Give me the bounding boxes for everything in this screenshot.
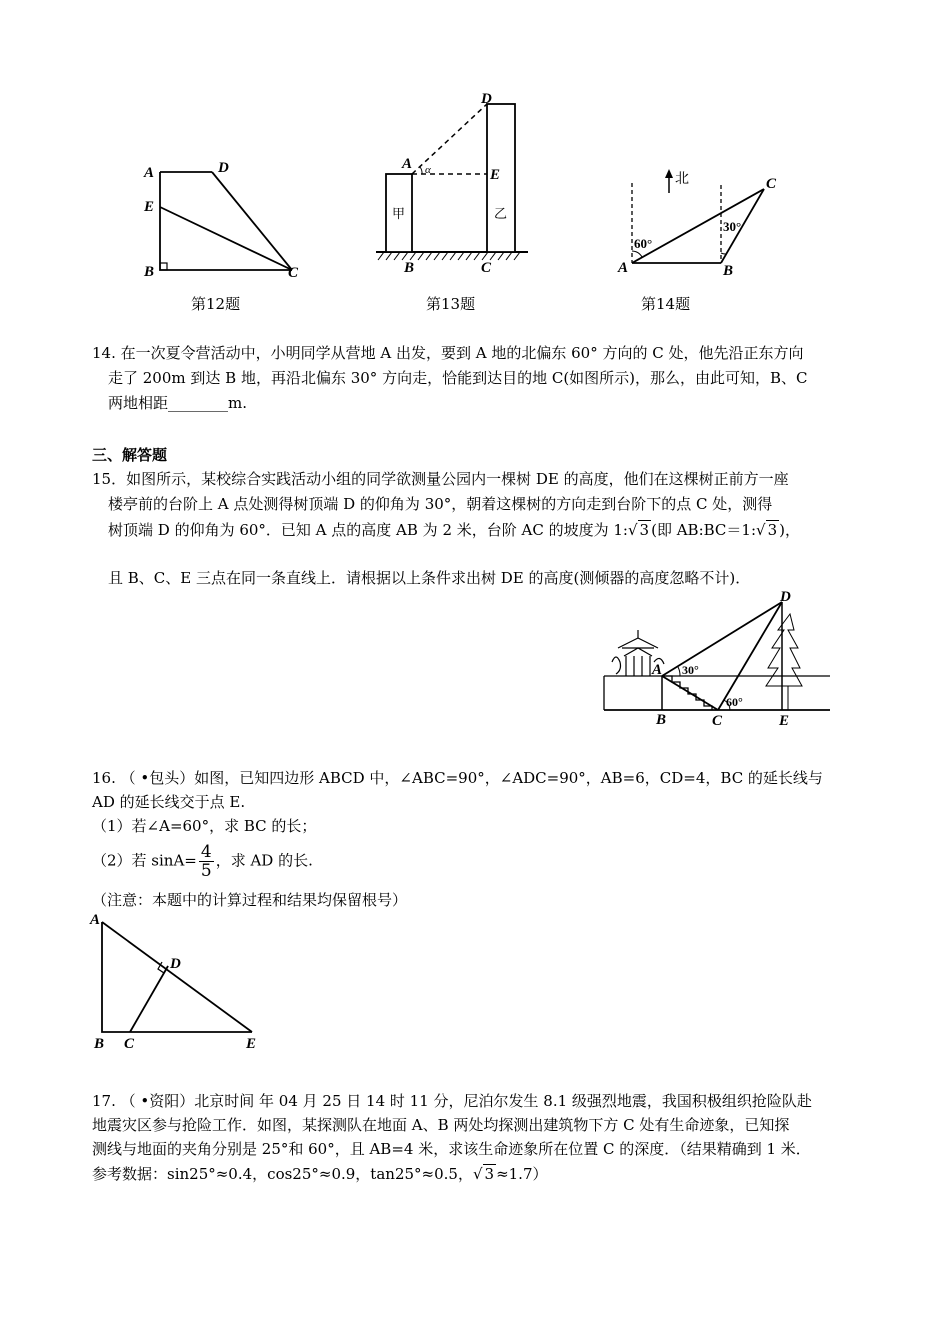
label-30deg: 30° [723, 219, 742, 234]
label-A: A [618, 260, 629, 276]
label-30deg: 30° [682, 663, 699, 677]
q14-line3: 两地相距________m. [108, 394, 247, 412]
section-title: 三、解答题 [92, 446, 168, 464]
label-E: E [246, 1036, 257, 1052]
sqrt-3: √ 3 [627, 521, 650, 539]
q15-line1: 15．如图所示，某校综合实践活动小组的同学欲测量公园内一棵树 DE 的高度，他们在这棵树正前方一座 [92, 470, 789, 488]
figure-16 [86, 908, 266, 1052]
label-A: A [144, 165, 155, 181]
q14-line2: 走了 200m 到达 B 地，再沿北偏东 30° 方向走，恰能到达目的地 C(如图所示)，那么，由此可知，B、C [108, 369, 808, 387]
q16-part1: （1）若∠A=60°，求 BC 的长； [92, 817, 317, 835]
label-A: A [90, 912, 101, 928]
label-D: D [218, 160, 229, 176]
label-C: C [288, 265, 299, 281]
figure-12-caption: 第12题 [191, 295, 241, 313]
figure-14 [612, 165, 792, 280]
tree-icon [766, 614, 802, 710]
q14-line1: 14. 在一次夏令营活动中，小明同学从营地 A 出发，要到 A 地的北偏东 60° 方向的 C 处，他先沿正东方向 [92, 344, 804, 362]
fraction-4-5: $\frac{4}{5}$ [200, 842, 212, 881]
label-E: E [490, 167, 501, 183]
q15-line4: 且 B、C、E 三点在同一条直线上．请根据以上条件求出树 DE 的高度(测倾器的高度忽略不计)． [108, 569, 751, 587]
label-B: B [144, 264, 155, 280]
label-B: B [404, 260, 415, 276]
label-E: E [779, 713, 790, 728]
figure-14-caption: 第14题 [641, 295, 691, 313]
label-jia: 甲 [392, 207, 406, 222]
label-C: C [124, 1036, 135, 1052]
sqrt-3: √ 3 [756, 521, 778, 539]
label-alpha: α [425, 164, 431, 176]
label-A: A [652, 662, 663, 678]
label-C: C [481, 260, 492, 276]
label-C: C [712, 713, 723, 728]
label-yi: 乙 [494, 207, 508, 222]
figure-13 [372, 88, 532, 278]
label-D: D [780, 590, 791, 605]
label-E: E [144, 199, 155, 215]
q16-note: （注意：本题中的计算过程和结果均保留根号） [92, 891, 408, 909]
figure-15 [598, 590, 833, 728]
q17-line3: 测线与地面的夹角分别是 25°和 60°，且 AB=4 米，求该生命迹象所在位置 C 的深度．（结果精确到 1 米． [92, 1140, 811, 1158]
label-B: B [656, 712, 667, 728]
label-C: C [766, 176, 777, 192]
q15-line2: 楼亭前的台阶上 A 点处测得树顶端 D 的仰角为 30°，朝着这棵树的方向走到台阶下的点 C 处，测得 [108, 495, 773, 513]
q17-line2: 地震灾区参与抢险工作．如图，某探测队在地面 A、B 两处均探测出建筑物下方 C 处有生命迹象，已知探 [92, 1116, 790, 1134]
label-D: D [170, 956, 181, 972]
q15-line3: 树顶端 D 的仰角为 60°．已知 A 点的高度 AB 为 2 米，台阶 AC 的坡度为 1:√ 3 (即 AB:BC＝1:√ 3 )， [108, 518, 800, 542]
label-B: B [94, 1036, 105, 1052]
q16-line2: AD 的延长线交于点 E. [92, 793, 246, 811]
q16-part2: （2）若 sinA= $\frac{4}{5}$ ，求 AD 的长. [92, 842, 313, 881]
figure-13-caption: 第13题 [426, 295, 476, 313]
label-D: D [481, 91, 492, 107]
q17-line1: 17. （ •资阳）北京时间 年 04 月 25 日 14 时 11 分，尼泊尔发生 8.1 级强烈地震，我国积极组织抢险队赴 [92, 1092, 812, 1110]
label-north: 北 [675, 171, 689, 187]
sqrt-3: √ 3 [472, 1165, 495, 1183]
q17-line4: 参考数据：sin25°≈0.4，cos25°≈0.9，tan25°≈0.5，√ 3 ≈1.7） [92, 1162, 548, 1186]
label-B: B [723, 263, 734, 279]
label-A: A [402, 156, 413, 172]
figure-12 [130, 150, 310, 285]
label-60deg: 60° [726, 695, 743, 709]
q16-line1: 16. （ •包头）如图，已知四边形 ABCD 中，∠ABC=90°，∠ADC=90°，AB=6，CD=4，BC 的延长线与 [92, 769, 823, 787]
label-60deg: 60° [634, 236, 653, 251]
